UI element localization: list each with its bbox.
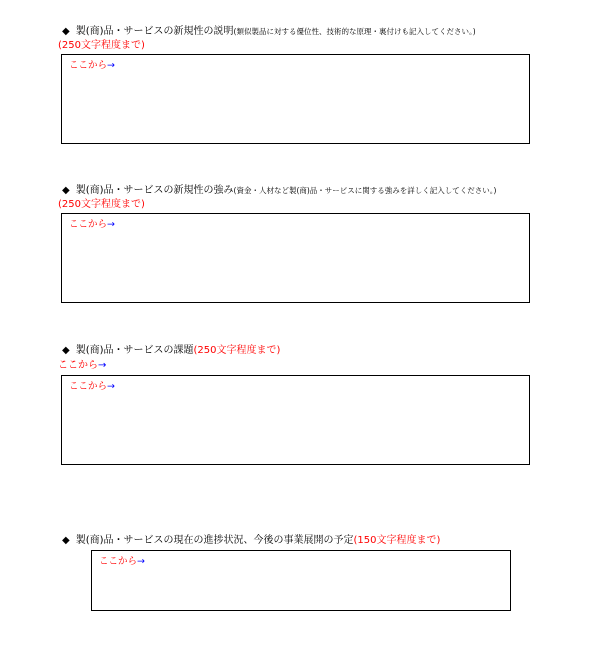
section-2-start-marker: ここから→ [69,219,115,230]
bullet-icon: ◆ [62,26,70,37]
arrow-right-icon: → [137,556,145,567]
section-1-note: (類似製品に対する優位性、技術的な原理・裏付けも記入してください。) [233,27,476,36]
section-3-start-marker: ここから→ [69,381,115,392]
arrow-right-icon: → [107,381,115,392]
section-2-heading [62,184,496,197]
section-2-note: (資金・人材など製(商)品・サービスに関する強みを詳しく記入してください。) [233,186,497,195]
bullet-icon: ◆ [62,185,70,196]
section-3-heading [62,344,280,357]
section-3-start-line: ここから→ [58,360,107,371]
section-1-limit: (250文字程度まで) [58,40,145,51]
section-2-title: 製(商)品・サービスの新規性の強み [75,185,234,196]
section-3-title: 製(商)品・サービスの課題 [75,345,194,356]
section-2-input-box[interactable] [61,213,530,303]
section-1-heading [62,25,476,38]
section-1-input-box[interactable] [61,54,530,144]
section-3-input-box[interactable] [61,375,530,465]
section-4-heading [62,534,440,547]
arrow-right-icon: → [107,60,115,71]
section-2-limit: (250文字程度まで) [58,199,145,210]
arrow-right-icon: → [107,219,115,230]
section-1-start-marker: ここから→ [69,60,115,71]
bullet-icon: ◆ [62,345,70,356]
section-3-limit: (250文字程度まで) [193,345,281,356]
section-4-input-box[interactable] [91,550,511,611]
section-4-limit: (150文字程度まで) [353,535,441,546]
section-4-title: 製(商)品・サービスの現在の進捗状況、今後の事業展開の予定 [75,535,354,546]
section-1-title: 製(商)品・サービスの新規性の説明 [75,26,234,37]
section-4-start-marker: ここから→ [99,556,145,567]
bullet-icon: ◆ [62,535,70,546]
arrow-right-icon: → [98,360,107,371]
